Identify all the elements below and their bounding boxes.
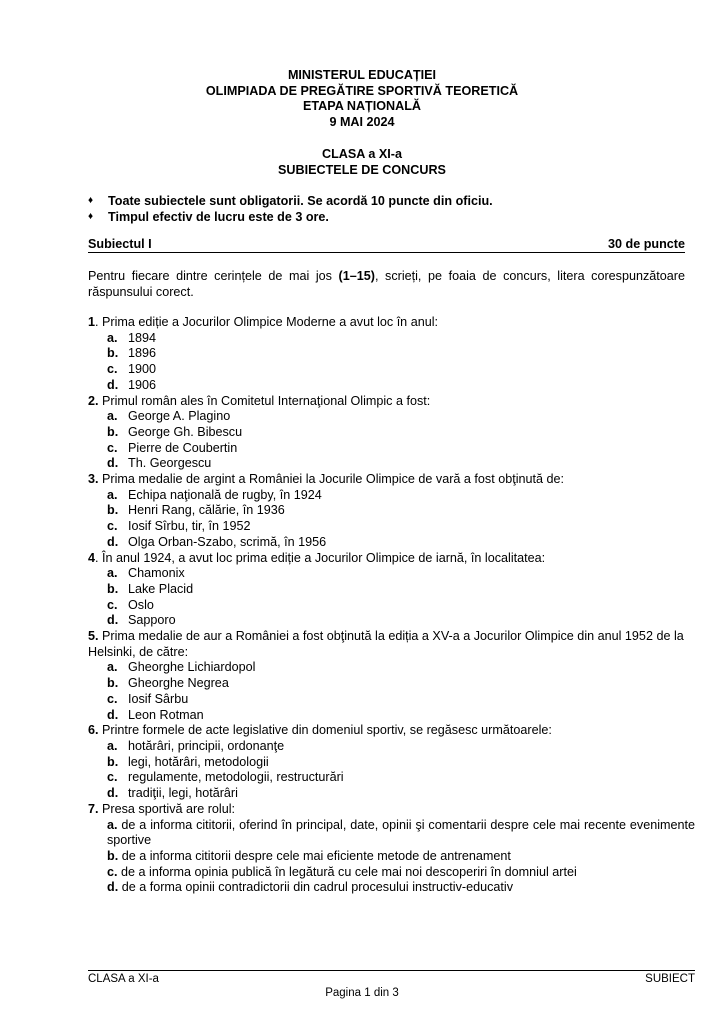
option-text: Pierre de Coubertin bbox=[128, 440, 238, 455]
footer-class: CLASA a XI-a bbox=[88, 973, 159, 985]
option-letter: d. bbox=[107, 613, 119, 628]
answer-option bbox=[107, 331, 695, 347]
olympiad-title: OLIMPIADA DE PREGĂTIRE SPORTIVĂ TEORETICĂ bbox=[205, 83, 519, 98]
option-letter: c. bbox=[107, 597, 118, 612]
answer-option bbox=[107, 441, 695, 457]
question-number: 6. bbox=[88, 723, 99, 738]
class-header bbox=[0, 147, 724, 178]
option-letter: b. bbox=[107, 581, 119, 596]
answer-option bbox=[107, 880, 695, 896]
answer-option bbox=[107, 739, 695, 755]
option-letter: a. bbox=[107, 487, 118, 502]
rule-item bbox=[88, 209, 688, 225]
question-number: 5. bbox=[88, 629, 99, 644]
option-text: de a forma opinii contradictorii din cadrul procesului instructiv-educativ bbox=[118, 880, 513, 895]
option-text: George A. Plagino bbox=[128, 409, 231, 424]
question-text: Prima medalie de aur a României a fost obţinută la ediția a XV-a a Jocurilor Olimpice din anul 1952 de la Helsinki, de către: bbox=[88, 629, 684, 659]
answer-option bbox=[107, 770, 695, 786]
question-text: Prima medalie de argint a României la Jocurile Olimpice de vară a fost obţinută de: bbox=[98, 472, 565, 487]
subject-title: Subiectul I bbox=[88, 237, 152, 251]
rule-item bbox=[88, 193, 688, 209]
option-text: Oslo bbox=[128, 597, 154, 612]
option-letter: a. bbox=[107, 660, 118, 675]
answer-option bbox=[107, 535, 695, 551]
diamond-bullet-icon: ♦ bbox=[88, 211, 94, 222]
option-text: Gheorghe Negrea bbox=[128, 676, 229, 691]
option-text: 1906 bbox=[128, 377, 157, 392]
answer-option bbox=[107, 755, 695, 771]
answer-option bbox=[107, 519, 695, 535]
subject-heading bbox=[88, 236, 685, 253]
subject-points: 30 de puncte bbox=[608, 237, 685, 251]
option-text: Henri Rang, călărie, în 1936 bbox=[128, 503, 285, 518]
option-letter: b. bbox=[107, 754, 119, 769]
option-text: Lake Placid bbox=[128, 581, 194, 596]
question-range: (1–15) bbox=[338, 269, 375, 283]
question-6 bbox=[88, 723, 695, 802]
option-text: hotărâri, principii, ordonanţe bbox=[128, 738, 285, 753]
option-letter: d. bbox=[107, 786, 119, 801]
option-letter: c. bbox=[107, 362, 118, 377]
option-letter: b. bbox=[107, 676, 119, 691]
answer-option bbox=[107, 425, 695, 441]
option-letter: c. bbox=[107, 864, 118, 879]
answer-option bbox=[107, 692, 695, 708]
option-text: regulamente, metodologii, restructurări bbox=[128, 770, 344, 785]
rule-text: Toate subiectele sunt obligatorii. Se acordă 10 puncte din oficiu. bbox=[108, 194, 493, 208]
question-stem bbox=[88, 629, 695, 660]
answer-option bbox=[107, 786, 695, 802]
question-text: . În anul 1924, a avut loc prima ediție a Jocurilor Olimpice de iarnă, în localitatea: bbox=[95, 550, 546, 565]
answer-option bbox=[107, 456, 695, 472]
option-text: 1894 bbox=[128, 330, 157, 345]
option-text: Iosif Sîrbu, tir, în 1952 bbox=[128, 519, 251, 534]
option-text: Chamonix bbox=[128, 566, 185, 581]
option-letter: a. bbox=[107, 817, 118, 832]
answer-option bbox=[107, 708, 695, 724]
option-letter: a. bbox=[107, 566, 118, 581]
intro-text-end: , scrieți, pe foaia de concurs, litera corespunzătoare răspunsului corect. bbox=[88, 269, 685, 299]
question-number: 3. bbox=[88, 472, 99, 487]
question-4 bbox=[88, 551, 695, 630]
option-letter: c. bbox=[107, 519, 118, 534]
answer-option bbox=[107, 346, 695, 362]
question-text: . Prima ediție a Jocurilor Olimpice Moderne a avut loc în anul: bbox=[95, 315, 438, 329]
option-text: Olga Orban-Szabo, scrimă, în 1956 bbox=[128, 534, 327, 549]
option-text: tradiţii, legi, hotărâri bbox=[128, 786, 238, 801]
option-text: Iosif Sârbu bbox=[128, 691, 189, 706]
footer-divider bbox=[88, 970, 695, 971]
option-letter: c. bbox=[107, 770, 118, 785]
answer-option bbox=[107, 409, 695, 425]
answer-option bbox=[107, 362, 695, 378]
intro-text: Pentru fiecare dintre cerințele de mai jos bbox=[88, 269, 339, 283]
question-1 bbox=[88, 315, 695, 394]
answer-option bbox=[107, 598, 695, 614]
rules-list bbox=[88, 193, 688, 225]
question-number: 4 bbox=[88, 550, 96, 565]
question-5 bbox=[88, 629, 695, 723]
answer-option bbox=[107, 378, 695, 394]
option-letter: d. bbox=[107, 880, 119, 895]
option-text: Gheorghe Lichiardopol bbox=[128, 660, 256, 675]
option-text: Sapporo bbox=[128, 613, 176, 628]
option-letter: d. bbox=[107, 377, 119, 392]
question-text: Primul român ales în Comitetul Internaţional Olimpic a fost: bbox=[98, 393, 431, 408]
question-stem bbox=[88, 802, 695, 818]
answer-option bbox=[107, 582, 695, 598]
question-stem bbox=[88, 723, 695, 739]
question-number: 1 bbox=[88, 315, 96, 329]
ministry-title: MINISTERUL EDUCAȚIEI bbox=[287, 68, 437, 82]
question-number: 2. bbox=[88, 393, 99, 408]
option-letter: b. bbox=[107, 848, 119, 863]
option-text: Echipa naţională de rugby, în 1924 bbox=[128, 487, 322, 502]
option-text: legi, hotărâri, metodologii bbox=[128, 754, 269, 769]
question-stem bbox=[88, 394, 695, 410]
option-letter: d. bbox=[107, 456, 119, 471]
option-text: de a informa opinia publică în legătură cu cele mai noi descoperiri în domniul artei bbox=[117, 864, 577, 879]
option-letter: c. bbox=[107, 691, 118, 706]
question-2 bbox=[88, 394, 695, 473]
option-letter: b. bbox=[107, 424, 119, 439]
answer-option bbox=[107, 818, 695, 849]
question-text: Presa sportivă are rolul: bbox=[98, 801, 236, 816]
answer-option bbox=[107, 660, 695, 676]
answer-option bbox=[107, 849, 695, 865]
class-title: CLASA a XI-a bbox=[321, 147, 402, 161]
page-footer bbox=[88, 972, 695, 986]
question-stem bbox=[88, 551, 695, 567]
questions-list bbox=[88, 315, 695, 896]
answer-option bbox=[107, 676, 695, 692]
rule-text: Timpul efectiv de lucru este de 3 ore. bbox=[108, 210, 329, 224]
diamond-bullet-icon: ♦ bbox=[88, 195, 94, 206]
option-text: 1900 bbox=[128, 362, 157, 377]
option-text: 1896 bbox=[128, 346, 157, 361]
option-letter: c. bbox=[107, 440, 118, 455]
option-text: Th. Georgescu bbox=[128, 456, 212, 471]
exam-date: 9 MAI 2024 bbox=[329, 114, 395, 129]
answer-option bbox=[107, 566, 695, 582]
answer-option bbox=[107, 613, 695, 629]
answer-option bbox=[107, 488, 695, 504]
option-text: Leon Rotman bbox=[128, 707, 204, 722]
answer-option bbox=[107, 503, 695, 519]
question-stem bbox=[88, 472, 695, 488]
option-letter: a. bbox=[107, 409, 118, 424]
answer-option bbox=[107, 865, 695, 881]
question-text: Printre formele de acte legislative din domeniul sportiv, se regăsesc următoarele: bbox=[98, 723, 552, 738]
question-3 bbox=[88, 472, 695, 551]
option-letter: d. bbox=[107, 707, 119, 722]
question-stem bbox=[88, 315, 695, 331]
instructions bbox=[88, 268, 685, 300]
option-letter: b. bbox=[107, 503, 119, 518]
option-letter: b. bbox=[107, 346, 119, 361]
option-letter: d. bbox=[107, 534, 119, 549]
question-7 bbox=[88, 802, 695, 896]
option-text: de a informa cititorii despre cele mai eficiente metode de antrenament bbox=[118, 848, 511, 863]
stage-title: ETAPA NAȚIONALĂ bbox=[303, 99, 421, 113]
question-number: 7. bbox=[88, 801, 99, 816]
footer-label: SUBIECT bbox=[645, 973, 695, 985]
option-letter: a. bbox=[107, 330, 118, 345]
option-text: George Gh. Bibescu bbox=[128, 424, 243, 439]
page-number: Pagina 1 din 3 bbox=[325, 987, 399, 999]
subtitle: SUBIECTELE DE CONCURS bbox=[278, 162, 446, 177]
option-text: de a informa cititorii, oferind în principal, date, opinii şi comentarii despre cele mai recente evenimente sportive bbox=[107, 817, 695, 848]
option-letter: a. bbox=[107, 738, 118, 753]
document-header bbox=[0, 68, 724, 130]
